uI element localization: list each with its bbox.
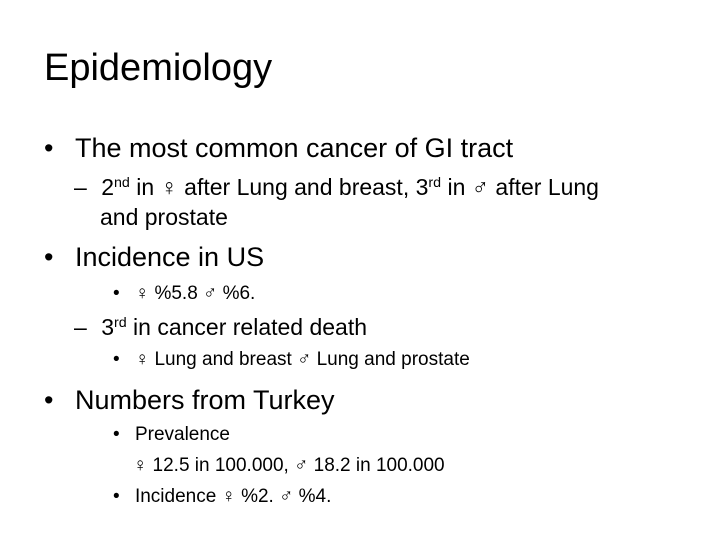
sub-bullet-2 bbox=[74, 312, 367, 342]
bullet-marker: • bbox=[44, 385, 54, 415]
ordinal-suffix: rd bbox=[113, 315, 127, 332]
ordinal-number: 3 bbox=[101, 314, 114, 340]
bullet-1 bbox=[44, 132, 513, 164]
sub-sub-bullet-3a bbox=[113, 422, 230, 448]
bullet-marker: • bbox=[44, 133, 54, 163]
sub-bullet-1-continuation: and prostate bbox=[100, 204, 228, 230]
sub-sub-bullet-2a-text: ♀ %5.8 ♂ %6. bbox=[134, 283, 256, 304]
bullet-marker: • bbox=[113, 283, 120, 304]
sub-bullet-2-text bbox=[101, 314, 367, 340]
sub-sub-bullet-3b bbox=[113, 484, 331, 510]
bullet-1-text: The most common cancer of GI tract bbox=[74, 133, 514, 163]
sub-sub-bullet-3b-text: Incidence ♀ %2. ♂ %4. bbox=[134, 486, 332, 507]
bullet-marker: • bbox=[113, 424, 120, 445]
slide-title: Epidemiology bbox=[44, 47, 273, 89]
bullet-marker: • bbox=[113, 486, 120, 507]
sub-sub-bullet-3a-text: Prevalence bbox=[134, 424, 230, 445]
bullet-3 bbox=[44, 384, 335, 416]
sub-bullet-1 bbox=[74, 172, 599, 202]
sub-sub-bullet-3a-continuation: ♀ 12.5 in 100.000, ♂ 18.2 in 100.000 bbox=[133, 455, 445, 476]
bullet-2-text: Incidence in US bbox=[74, 242, 265, 272]
sub-bullet-2-rest: in cancer related death bbox=[126, 314, 368, 340]
ordinal-suffix: nd bbox=[113, 175, 130, 192]
dash-marker: – bbox=[74, 174, 87, 200]
ordinal-number: 3 bbox=[415, 174, 429, 200]
ordinal-suffix: rd bbox=[428, 175, 442, 192]
dash-marker: – bbox=[74, 314, 87, 340]
sub-bullet-1-part-a: in ♀ after Lung and breast, bbox=[129, 174, 416, 200]
bullet-3-text: Numbers from Turkey bbox=[74, 385, 335, 415]
bullet-2 bbox=[44, 241, 264, 273]
sub-sub-bullet-2b-text: ♀ Lung and breast ♂ Lung and prostate bbox=[134, 349, 470, 370]
sub-sub-bullet-2b bbox=[113, 347, 470, 373]
bullet-marker: • bbox=[44, 242, 54, 272]
sub-bullet-1-text bbox=[101, 174, 599, 200]
sub-sub-bullet-2a bbox=[113, 281, 255, 307]
sub-bullet-1-part-b: in ♂ after Lung bbox=[441, 174, 599, 200]
bullet-marker: • bbox=[113, 349, 120, 370]
ordinal-number: 2 bbox=[101, 174, 114, 200]
